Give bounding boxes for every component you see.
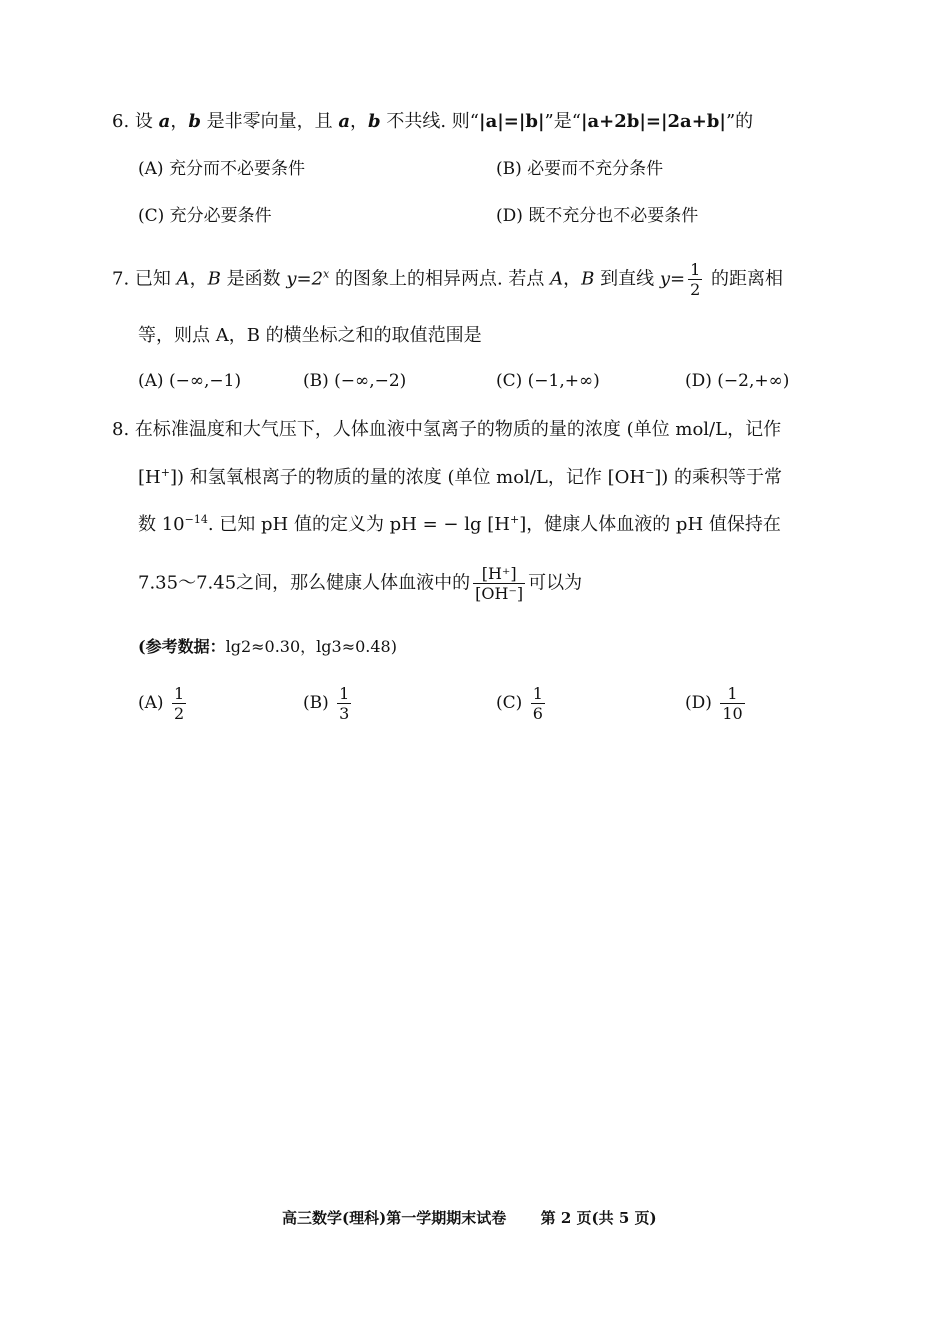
question-8-line4: 7.35～7.45之间，那么健康人体血液中的 $\frac{[H^+]}{[OH^-]}$ 可以为 [138,564,583,603]
option-7c: (C) (−1,+∞) [496,371,600,391]
option-6d: (D) 既不充分也不必要条件 [496,206,699,226]
option-7d: (D) (−2,+∞) [685,371,790,391]
question-number: 6. [112,111,130,132]
question-7-stem: 7. 已知 A，B 是函数 $y=2^x$ 的图象上的相异两点. 若点 A，B 到直线 y= $\frac{1}{2}$ 的距离相 [112,260,784,299]
option-6b: (B) 必要而不充分条件 [496,159,664,179]
option-8c: (C) $\frac{1}{6}$ [496,684,543,723]
question-6-stem: 6. 设 a，b 是非零向量，且 a，b 不共线. 则“|a|=|b|”是“|a+2b|=|2a+b|”的 [112,111,754,132]
option-7b: (B) (−∞,−2) [303,371,407,391]
question-7-stem-line2: 等，则点 A，B 的横坐标之和的取值范围是 [138,325,482,346]
fraction-one-half: $\frac{1}{2}$ [690,260,701,299]
option-fraction: $\frac{1}{6}$ [532,684,543,723]
option-6a: (A) 充分而不必要条件 [138,159,305,179]
option-fraction: $\frac{1}{3}$ [339,684,350,723]
option-8d: (D) $\frac{1}{10}$ [685,684,743,723]
page-number: 第 2 页(共 5 页) [540,1209,657,1227]
page-footer [282,1207,657,1228]
fraction-h-over-oh: $\frac{[H^+]}{[OH^-]}$ [475,564,524,603]
question-8-line3: 数 $10^{-14}$. 已知 pH 值的定义为 pH = − lg [H+]，健康人体血液的 pH 值保持在 [138,513,781,535]
reference-data: (参考数据：lg2≈0.30，lg3≈0.48) [138,637,397,656]
option-fraction: $\frac{1}{2}$ [173,684,185,723]
question-number: 7. [112,268,130,290]
option-8b: (B) $\frac{1}{3}$ [303,684,350,723]
question-8-line2: [H+]) 和氢氧根离子的物质的量的浓度 (单位 mol/L，记作 [OH−]) 的乘积等于常 [138,466,783,488]
option-7a: (A) (−∞,−1) [138,371,242,391]
option-fraction: $\frac{1}{10}$ [722,684,743,723]
question-8-stem: 8. 在标准温度和大气压下，人体血液中氢离子的物质的量的浓度 (单位 mol/L，记作 [112,419,782,440]
option-8a: (A) $\frac{1}{2}$ [138,684,185,723]
exam-title: 高三数学(理科)第一学期期末试卷 [282,1209,507,1227]
question-number: 8. [112,419,130,440]
option-6c: (C) 充分必要条件 [138,206,272,226]
